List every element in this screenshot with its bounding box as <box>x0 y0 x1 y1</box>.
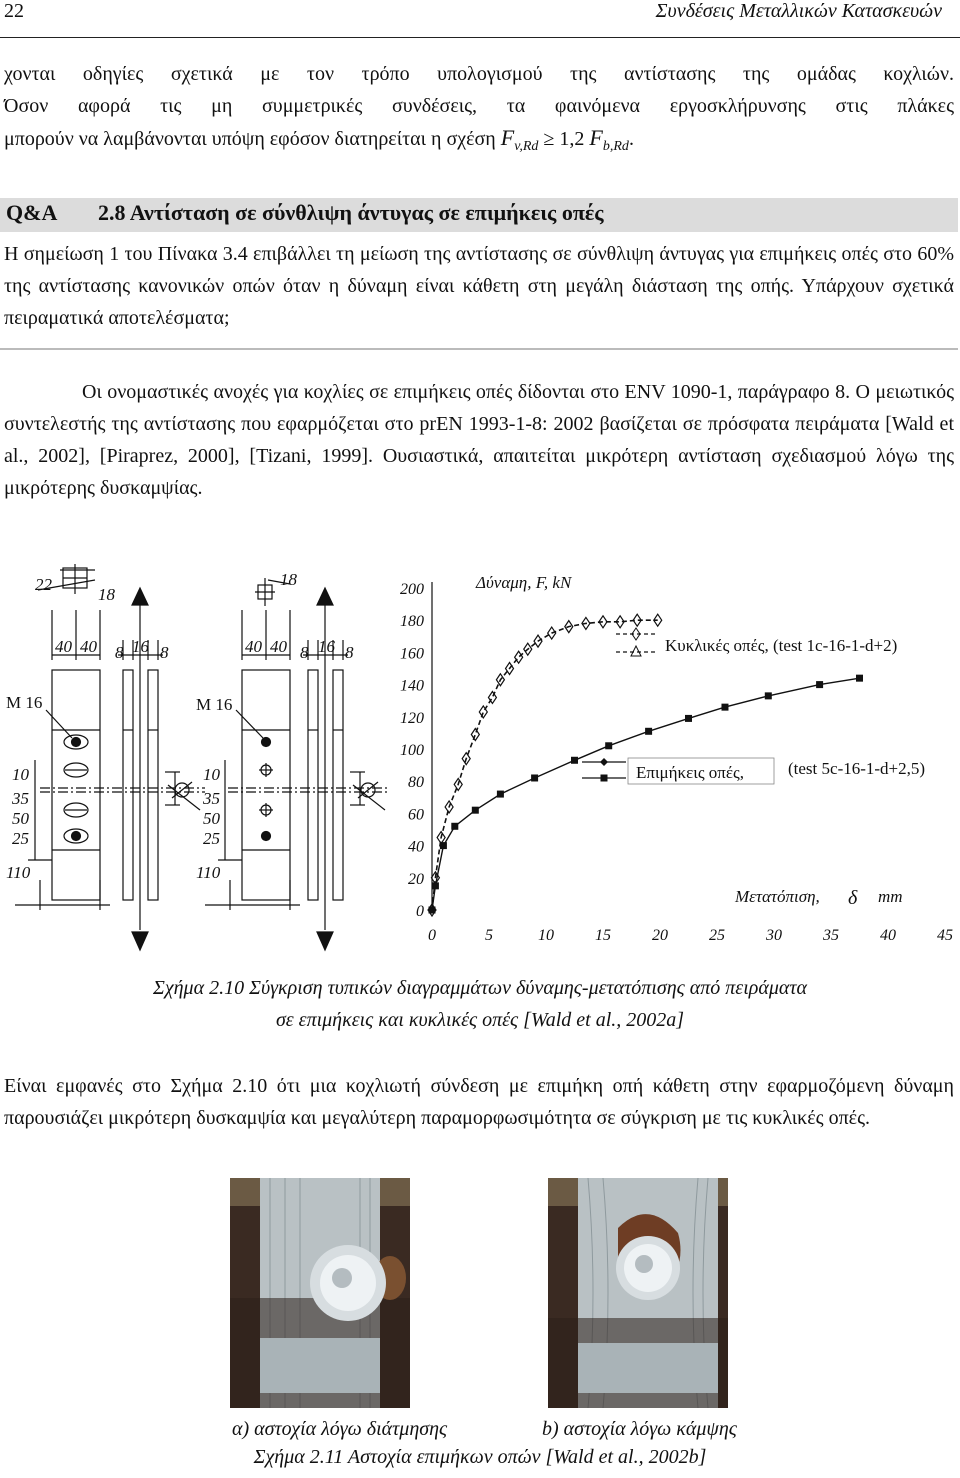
y-tick-label: 80 <box>408 774 424 792</box>
data-point-slotted <box>432 882 439 889</box>
y-tick-label: 60 <box>408 806 424 824</box>
x-tick-label: 0 <box>428 927 436 944</box>
conclusion-paragraph: Είναι εμφανές στο Σχήμα 2.10 ότι μια κοχλιωτή σύνδεση με επιμήκη οπή κάθετη στην εφαρμοζόμενη δύναμη παρουσιάζει μικρότερη δυσκαμψία και μεγαλύτερη παραμορφωσιμότητα σε σύγκριση με τις κυκλικές οπές. <box>4 1075 954 1129</box>
data-point-slotted <box>721 704 728 711</box>
right-dim-40a: 40 <box>245 637 262 656</box>
qa-question: Η σημείωση 1 του Πίνακα 3.4 επιβάλλει τη μείωση της αντίστασης σε σύνθλιψη άντυγας για επιμήκεις οπές στο 60% της αντίστασης κανονικών οπών όταν η δύναμη είναι κάθετη στη μεγάλη διάσταση της οπής. Υπάρχουν σχετικά πειραματικά αποτελέσματα; <box>4 243 954 329</box>
figure-2-10-caption-line-1: Σχήμα 2.10 Σύγκριση τυπικών διαγραμμάτων δύναμης-μετατόπισης από πειράματα <box>152 977 808 999</box>
data-point-slotted <box>685 715 692 722</box>
data-point-slotted <box>451 823 458 830</box>
left-vdim-50: 50 <box>12 809 29 828</box>
formula-end: . <box>628 128 634 150</box>
data-point-slotted <box>429 907 436 914</box>
left-vdim-25: 25 <box>12 829 29 848</box>
header-rule <box>0 37 960 38</box>
right-dim-18: 18 <box>280 570 297 589</box>
left-dim-18: 18 <box>98 585 115 604</box>
left-bolt-label: M 16 <box>6 693 43 712</box>
figure-2-10-caption <box>0 972 960 1036</box>
left-dim-16: 16 <box>132 637 149 656</box>
figure-2-10-caption-line-2: σε επιμήκεις και κυκλικές οπές [Wald et al., 2002a] <box>275 1009 685 1031</box>
legend-circular-triangle <box>631 646 641 656</box>
legend-slotted-label: Επιμήκεις οπές, <box>636 763 745 782</box>
left-specimen-drawing <box>15 564 205 950</box>
intro-line-3-text: μπορούν να λαμβάνονται υπόψη εφόσον διατηρείται η σχέση <box>4 128 501 150</box>
left-dim-40a: 40 <box>55 637 72 656</box>
data-point-slotted <box>440 842 447 849</box>
qa-label: Q&A <box>6 200 58 225</box>
x-tick-label: 45 <box>937 927 953 944</box>
y-tick-label: 200 <box>400 581 424 598</box>
data-point-slotted <box>816 681 823 688</box>
figure-2-10 <box>0 560 960 970</box>
x-tick-label: 25 <box>709 927 725 944</box>
data-point-slotted <box>645 728 652 735</box>
force-displacement-chart <box>400 573 953 944</box>
formula-geq: ≥ 1,2 <box>538 128 590 150</box>
right-specimen-labels <box>196 570 354 882</box>
data-point-slotted <box>472 807 479 814</box>
x-tick-label: 15 <box>595 927 611 944</box>
legend-slotted-square <box>601 775 608 782</box>
right-dim-8a: 8 <box>300 643 309 662</box>
x-tick-label: 35 <box>823 927 839 944</box>
data-point-slotted <box>765 692 772 699</box>
data-point-slotted <box>605 742 612 749</box>
intro-line-3 <box>4 122 954 163</box>
intro-line-2: Όσον αφορά τις μη συμμετρικές συνδέσεις, τα φαινόμενα εργοσκλήρυνσης στις πλάκες <box>4 95 954 117</box>
y-tick-label: 180 <box>400 613 424 631</box>
x-tick-label: 20 <box>652 927 668 944</box>
running-title: Συνδέσεις Μεταλλικών Κατασκευών <box>655 0 942 22</box>
x-tick-label: 30 <box>766 927 782 944</box>
y-tick-label: 140 <box>400 677 424 695</box>
data-point-slotted <box>531 774 538 781</box>
left-width-110: 110 <box>6 863 31 882</box>
figure-2-11-caption: Σχήμα 2.11 Αστοχία επιμήκων οπών [Wald et al., 2002b] <box>253 1446 707 1468</box>
photo-caption-b: b) αστοχία λόγω κάμψης <box>542 1418 737 1440</box>
left-vdim-35: 35 <box>12 789 29 808</box>
y-tick-label: 160 <box>400 645 424 663</box>
y-tick-label: 100 <box>400 742 424 759</box>
right-specimen-drawing <box>205 578 390 950</box>
data-point-slotted <box>497 791 504 798</box>
right-width-110: 110 <box>196 863 221 882</box>
qa-answer: Οι ονομαστικές ανοχές για κοχλίες σε επιμήκεις οπές δίδονται στο ENV 1090-1, παράγραφο 8. Ο μειωτικός συντελεστής της αντίστασης που εφαρμόζεται στο prEN 1993-1-8: 2002 βασίζεται σε πρόσφατα πειράματα [Wald et al., 2002], [Piraprez, 2000], [Tizani, 1999]. Ουσιαστικά, απαιτείται μικρότερη αντίσταση σχεδιασμού λόγω της μικρότερης δυσκαμψίας. <box>4 381 954 499</box>
photo-shear-failure <box>230 1178 410 1408</box>
legend-slotted-test-label: (test 5c-16-1-d+2,5) <box>788 759 926 778</box>
x-tick-label: 5 <box>485 927 493 944</box>
right-vdim-50: 50 <box>203 809 220 828</box>
right-dim-8b: 8 <box>345 643 354 662</box>
data-point-slotted <box>571 757 578 764</box>
right-dim-40b: 40 <box>270 637 287 656</box>
qa-title: 2.8 Αντίσταση σε σύνθλιψη άντυγας σε επιμήκεις οπές <box>98 200 604 225</box>
left-dim-8a: 8 <box>115 643 124 662</box>
intro-line-1: χονται οδηγίες σχετικά με τον τρόπο υπολογισμού της αντίστασης της ομάδας κοχλιών. <box>4 63 954 85</box>
y-axis-label: Δύναμη, F, kN <box>476 573 572 592</box>
x-tick-label: 40 <box>880 927 896 944</box>
legend-circular-label: Κυκλικές οπές, (test 1c-16-1-d+2) <box>665 636 898 655</box>
y-tick-label: 120 <box>400 709 424 727</box>
right-vdim-35: 35 <box>203 789 220 808</box>
series-slotted-holes-line <box>432 678 860 910</box>
legend-slotted-diamond <box>600 758 608 766</box>
right-dim-16: 16 <box>318 637 335 656</box>
y-tick-label: 0 <box>416 903 424 920</box>
formula-f1: F <box>500 125 515 150</box>
formula-sub1: v,Rd <box>514 139 539 154</box>
photo-caption-a: α) αστοχία λόγω διάτμησης <box>232 1418 448 1440</box>
right-vdim-10: 10 <box>203 765 220 784</box>
intro-paragraph <box>4 58 954 163</box>
left-dim-40b: 40 <box>80 637 97 656</box>
page-number: 22 <box>4 0 24 22</box>
left-vdim-10: 10 <box>12 765 29 784</box>
formula-f2: F <box>589 125 603 150</box>
photo-bending-failure <box>548 1178 728 1408</box>
data-point-circular <box>471 729 479 741</box>
left-dim-22: 22 <box>35 575 52 594</box>
right-vdim-25: 25 <box>203 829 220 848</box>
y-tick-label: 40 <box>408 838 424 856</box>
x-axis-symbol: δ <box>848 887 858 909</box>
qa-divider <box>0 348 958 350</box>
right-bolt-label: M 16 <box>196 695 233 714</box>
left-dim-8b: 8 <box>160 643 169 662</box>
data-point-slotted <box>856 675 863 682</box>
x-axis-label: Μετατόπιση, <box>735 887 820 906</box>
y-tick-label: 20 <box>408 870 424 888</box>
x-axis-unit: mm <box>878 887 903 906</box>
formula-sub2: b,Rd <box>602 139 629 154</box>
x-tick-label: 10 <box>538 927 554 944</box>
